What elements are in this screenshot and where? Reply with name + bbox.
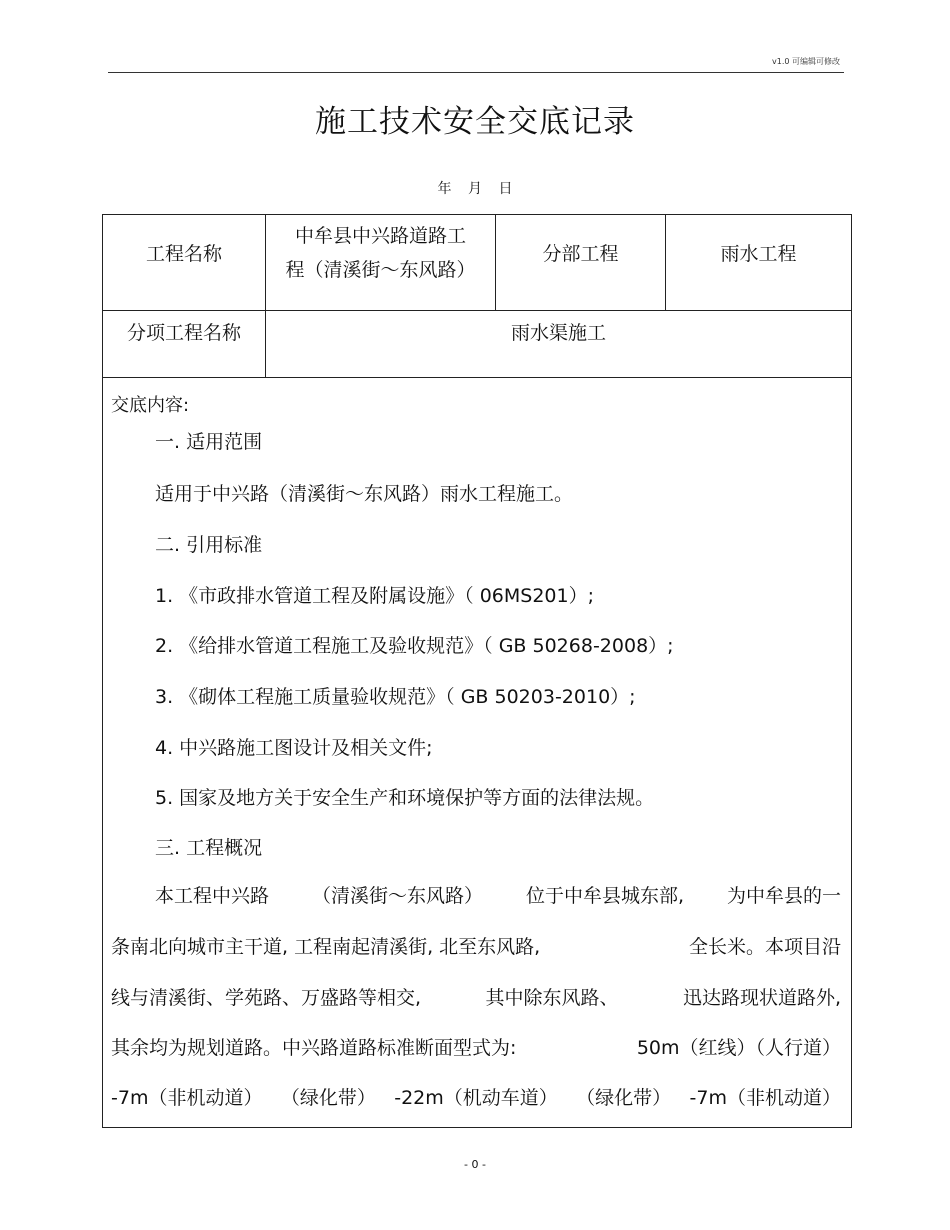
project-name-label: 工程名称 [145, 242, 222, 265]
overview-line-2 [111, 932, 841, 959]
overview-fragment: 为中牟县的一 [726, 885, 841, 907]
overview-line-5 [111, 1083, 841, 1110]
division-value: 雨水工程 [720, 242, 797, 265]
section-1-title: 一. 适用范围 [155, 431, 263, 453]
version-note: v1.0 可编辑可修改 [772, 57, 840, 66]
overview-fragment: 迅达路现状道路外, [682, 987, 841, 1009]
overview-line-4 [111, 1033, 841, 1060]
project-name-value [266, 215, 495, 310]
overview-fragment: 本工程中兴路 [155, 885, 270, 907]
subitem-label: 分项工程名称 [126, 321, 241, 344]
overview-line-1 [155, 881, 841, 908]
overview-fragment: 条南北向城市主干道, 工程南起清溪街, 北至东风路, [111, 936, 541, 958]
division-label: 分部工程 [542, 242, 619, 265]
overview-fragment: 全长米。本项目沿 [688, 936, 841, 958]
handover-form [102, 214, 852, 1128]
overview-fragment: 线与清溪街、学苑路、万盛路等相交, [111, 987, 422, 1009]
overview-fragment: （绿化带） [280, 1087, 376, 1109]
section-3-title: 三. 工程概况 [155, 837, 263, 859]
section-1-text: 适用于中兴路（清溪街～东风路）雨水工程施工。 [155, 483, 574, 505]
overview-fragment: -7m（非机动道） [689, 1087, 841, 1109]
overview-fragment: -7m（非机动道） [111, 1087, 263, 1109]
overview-fragment: -22m（机动车道） [394, 1087, 558, 1109]
row-divider [103, 377, 851, 378]
overview-fragment: 位于中牟县城东部, [525, 885, 685, 907]
reference-item-3: 3. 《砌体工程施工质量验收规范》（ GB 50203-2010）; [155, 686, 636, 708]
reference-item-4: 4. 中兴路施工图设计及相关文件; [155, 737, 433, 759]
overview-fragment: （清溪街～东风路） [311, 885, 483, 907]
reference-item-5: 5. 国家及地方关于安全生产和环境保护等方面的法律法规。 [155, 787, 655, 809]
overview-fragment: （绿化带） [576, 1087, 672, 1109]
overview-fragment: 其中除东风路、 [485, 987, 619, 1009]
reference-item-2: 2. 《给排水管道工程施工及验收规范》（ GB 50268-2008）; [155, 635, 674, 657]
reference-item-1: 1. 《市政排水管道工程及附属设施》（ 06MS201）; [155, 585, 595, 607]
document-title: 施工技术安全交底记录 [315, 104, 635, 140]
section-2-title: 二. 引用标准 [155, 534, 263, 556]
date-line: 年 月 日 [437, 181, 513, 197]
project-name-value-line2: 程（清溪街～东风路） [285, 258, 476, 281]
overview-line-3 [111, 983, 841, 1010]
overview-fragment: 其余均为规划道路。中兴路道路标准断面型式为: [111, 1037, 517, 1059]
header-rule [108, 72, 844, 73]
page-number: - 0 - [464, 1158, 486, 1171]
overview-fragment: 50m（红线）（人行道） [636, 1037, 841, 1059]
project-name-value-line1: 中牟县中兴路道路工 [294, 224, 466, 247]
content-label: 交底内容: [111, 395, 190, 416]
subitem-value: 雨水渠施工 [510, 321, 606, 344]
